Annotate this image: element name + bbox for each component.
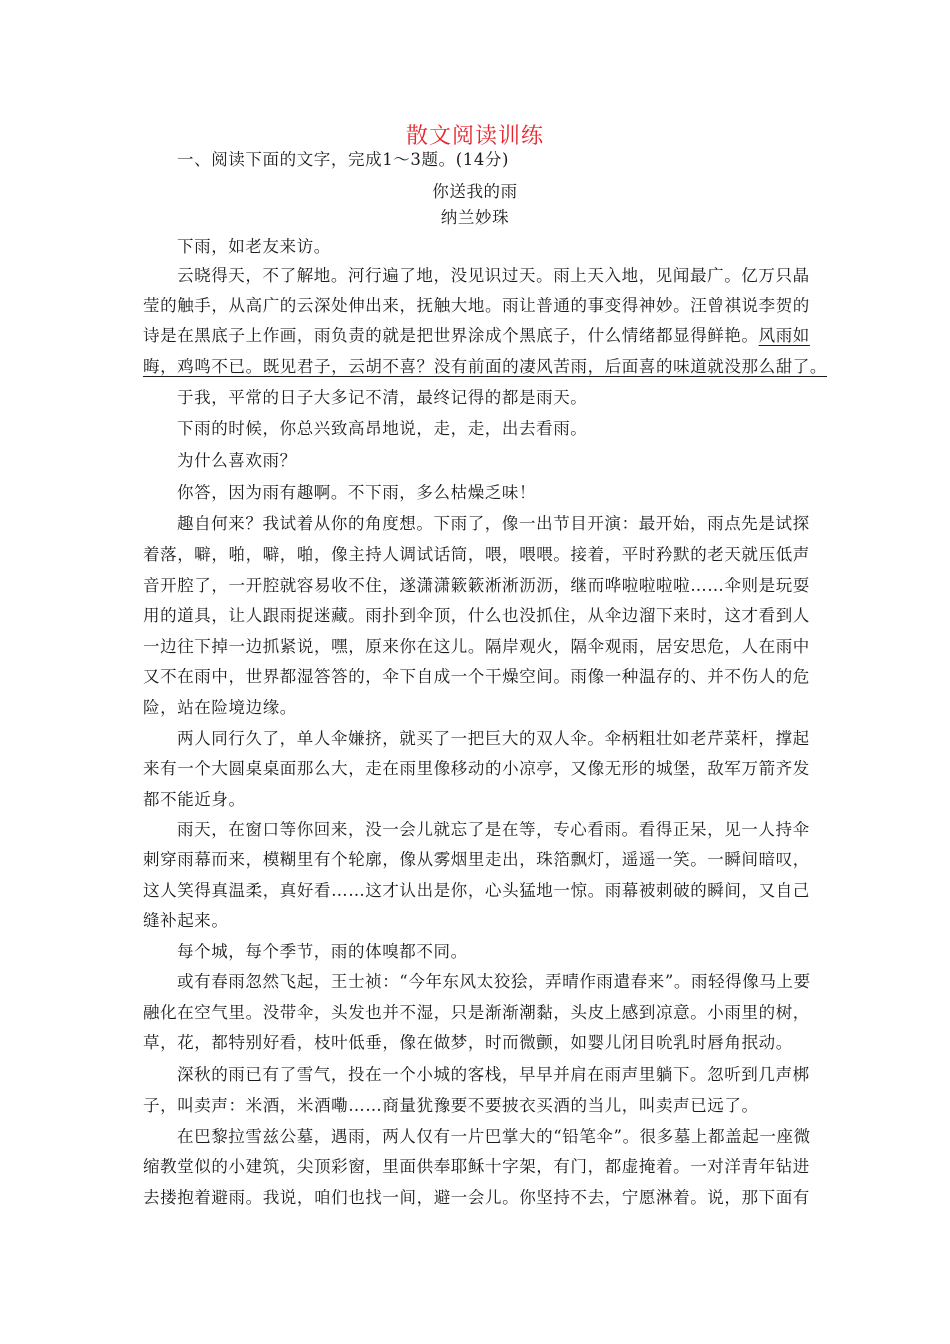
paragraph-line: 着落，噼，啪，噼，啪，像主持人调试话筒，喂，喂喂。接着，平时矜默的老天就压低声: [143, 545, 810, 564]
article-author: 纳兰妙珠: [440, 208, 510, 227]
paragraph-line: 云晓得天，不了解地。河行遍了地，没见识过天。雨上天入地，见闻最广。亿万只晶: [177, 266, 810, 285]
paragraph-line: 莹的触手，从高广的云深处伸出来，抚触大地。雨让普通的事变得神妙。汪曾祺说李贺的: [143, 296, 810, 315]
paragraph-line: 来有一个大圆桌桌面那么大，走在雨里像移动的小凉亭，又像无形的城堡，敌军万箭齐发: [143, 759, 810, 778]
paragraph-line: 下雨，如老友来访。: [177, 237, 331, 256]
paragraph-line: 融化在空气里。没带伞，头发也并不湿，只是渐渐潮黏，头皮上感到凉意。小雨里的树，: [143, 1003, 810, 1022]
paragraph-line: 刺穿雨幕而来，模糊里有个轮廓，像从雾烟里走出，珠箔飘灯，遥遥一笑。一瞬间暗叹，: [143, 850, 810, 869]
paragraph-line: 又不在雨中，世界都湿答答的，伞下自成一个干燥空间。雨像一种温存的、并不伤人的危: [143, 667, 810, 686]
paragraph-line: 一边往下掉一边抓紧说，嘿，原来你在这儿。隔岸观火，隔伞观雨，居安思危，人在雨中: [143, 637, 810, 656]
paragraph-line: 趣自何来？我试着从你的角度想。下雨了，像一出节目开演：最开始，雨点先是试探: [177, 514, 810, 533]
article-title: 你送我的雨: [432, 182, 518, 201]
paragraph-line: 或有春雨忽然飞起，王士祯：“今年东风太狡狯，弄晴作雨遣春来”。雨轻得像马上要: [177, 972, 811, 991]
paragraph-line: 于我，平常的日子大多记不清，最终记得的都是雨天。: [177, 388, 588, 407]
paragraph-line: 这人笑得真温柔，真好看……这才认出是你，心头猛地一惊。雨幕被刺破的瞬间，又自己: [143, 881, 810, 900]
paragraph-line: 子，叫卖声：米酒，米酒嘞……商量犹豫要不要披衣买酒的当儿，叫卖声已远了。: [143, 1096, 759, 1115]
paragraph-line: 在巴黎拉雪兹公墓，遇雨，两人仅有一片巴掌大的“铅笔伞”。很多墓上都盖起一座微: [177, 1127, 811, 1146]
paragraph-line: 每个城，每个季节，雨的体嗅都不同。: [177, 942, 468, 961]
paragraph-line: 都不能近身。: [143, 790, 246, 809]
question-instruction: 一、阅读下面的文字，完成1～3题。(14分): [177, 150, 510, 169]
paragraph-line: 险，站在险境边缘。: [143, 698, 297, 717]
paragraph-line: 两人同行久了，单人伞嫌挤，就买了一把巨大的双人伞。伞柄粗壮如老芹菜杆，撑起: [177, 729, 810, 748]
paragraph-line: 缩教堂似的小建筑，尖顶彩窗，里面供奉耶稣十字架，有门，都虚掩着。一对洋青年钻进: [143, 1157, 810, 1176]
paragraph-line: 下雨的时候，你总兴致高昂地说，走，走，出去看雨。: [177, 419, 588, 438]
document-title: 散文阅读训练: [405, 124, 544, 149]
underlined-quote: 风雨如: [758, 326, 810, 345]
paragraph-line: 草，花，都特别好看，枝叶低垂，像在做梦，时而微颤，如婴儿闭目吮乳时唇角抿动。: [143, 1033, 793, 1052]
paragraph-text: 诗是在黑底子上作画，雨负责的就是把世界涂成个黑底子，什么情绪都显得鲜艳。: [143, 326, 759, 345]
underlined-quote: 晦，鸡鸣不已。既见君子，云胡不喜？没有前面的凄风苦雨，后面喜的味道就没那么甜了。: [143, 357, 827, 376]
paragraph-line: 深秋的雨已有了雪气，投在一个小城的客栈，早早并肩在雨声里躺下。忽听到几声梆: [177, 1065, 810, 1084]
paragraph-line: 去搂抱着避雨。我说，咱们也找一间，避一会儿。你坚持不去，宁愿淋着。说，那下面有: [143, 1188, 810, 1207]
paragraph-line: 为什么喜欢雨？: [177, 451, 297, 470]
paragraph-line: 用的道具，让人跟雨捉迷藏。雨扑到伞顶，什么也没抓住，从伞边溜下来时，这才看到人: [143, 606, 810, 625]
paragraph-line: 雨天，在窗口等你回来，没一会儿就忘了是在等，专心看雨。看得正呆，见一人持伞: [177, 820, 810, 839]
paragraph-line: 音开腔了，一开腔就容易收不住，遂潇潇簌簌淅淅沥沥，继而哗啦啦啦啦……伞则是玩耍: [143, 576, 810, 595]
paragraph-line: [143, 325, 815, 347]
paragraph-line: 缝补起来。: [143, 911, 229, 930]
paragraph-line: 你答，因为雨有趣啊。不下雨，多么枯燥乏味！: [177, 483, 537, 502]
